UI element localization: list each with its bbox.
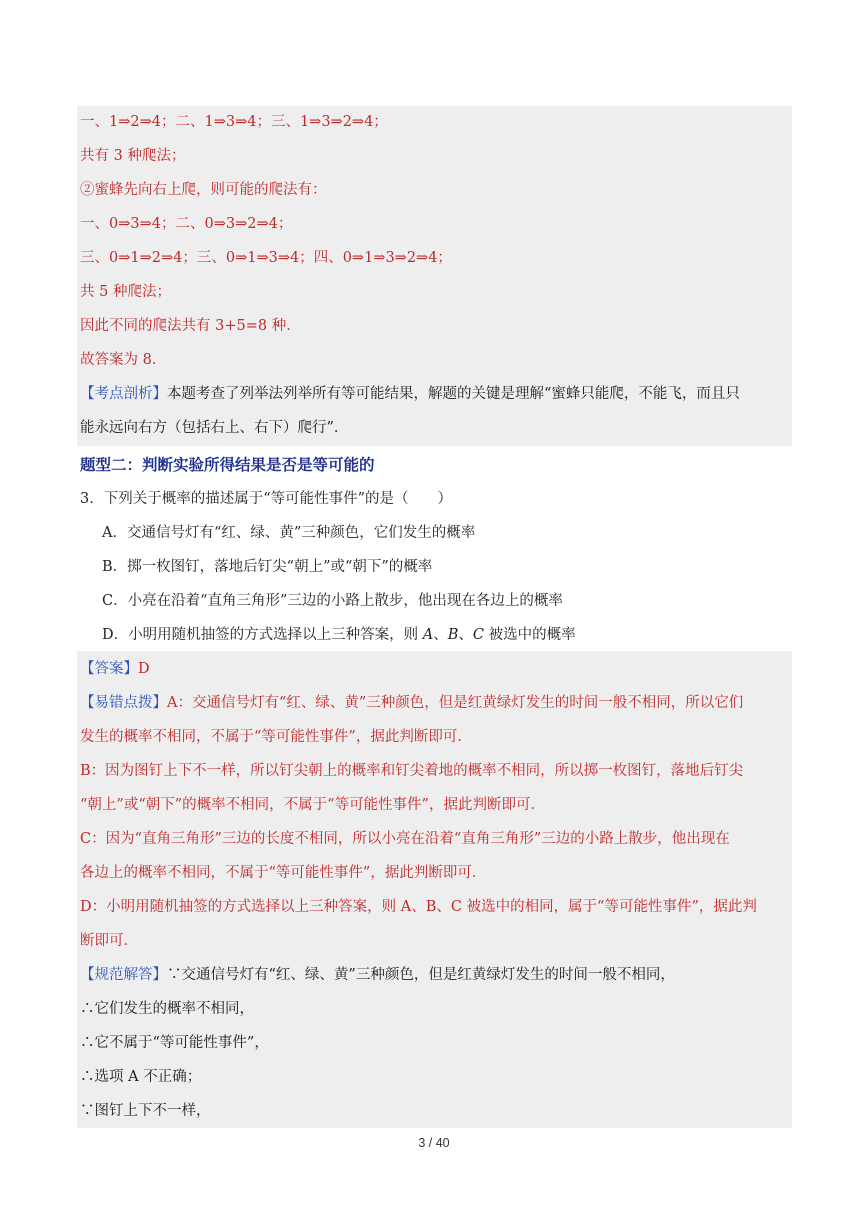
error-tips-line: D：小明用随机抽签的方式选择以上三种答案，则 A、B、C 被选中的相同，属于“等可能性事件”，据此判 (80, 899, 757, 915)
question-stem: 3．下列关于概率的描述属于“等可能性事件”的是（ ） (80, 491, 453, 507)
option-d-letter-b: B (447, 627, 459, 643)
error-tips-line: 各边上的概率不相同，不属于“等可能性事件”，据此判断即可． (80, 865, 487, 881)
error-tips-text-1: A：交通信号灯有“红、绿、黄”三种颜色，但是红黄绿灯发生的时间一般不相同，所以它们 (167, 695, 744, 711)
answer-line (80, 659, 150, 679)
solution-line: 一、0⇒3⇒4；二、0⇒3⇒2⇒4； (80, 216, 293, 232)
analysis-text-1: 本题考查了列举法列举所有等可能结果，解题的关键是理解“蜜蜂只能爬，不能飞，而且只 (167, 386, 740, 402)
error-tips-line-1 (80, 693, 743, 713)
section-title: 题型二：判断实验所得结果是否是等可能的 (80, 456, 375, 474)
option-d (102, 625, 576, 645)
option-d-text: D．小明用随机抽签的方式选择以上三种答案，则 (102, 627, 423, 643)
solution-line: 三、0⇒1⇒2⇒4；三、0⇒1⇒3⇒4；四、0⇒1⇒3⇒2⇒4； (80, 250, 452, 266)
standard-answer-text-1: ∵交通信号灯有“红、绿、黄”三种颜色，但是红黄绿灯发生的时间一般不相同， (167, 967, 675, 983)
solution-line: 一、1⇒2⇒4；二、1⇒3⇒4；三、1⇒3⇒2⇒4； (80, 114, 388, 130)
page-number: 3 / 40 (418, 1136, 450, 1150)
solution-line: 因此不同的爬法共有 3+5=8 种． (80, 318, 301, 334)
option-d-separator: 、 (433, 627, 448, 643)
solution-line: 故答案为 8． (80, 352, 167, 368)
analysis-line-2: 能永远向右方（包括右上、右下）爬行”． (80, 420, 349, 436)
standard-answer-line: ∴它不属于“等可能性事件”， (80, 1035, 269, 1051)
option-d-letter-a: A (422, 627, 434, 643)
option-b: B．掷一枚图钉，落地后钉尖“朝上”或“朝下”的概率 (102, 559, 433, 575)
analysis-line-1 (80, 384, 740, 404)
standard-answer-line-1 (80, 965, 675, 985)
error-tips-line: 断即可． (80, 933, 138, 949)
standard-answer-line: ∴它们发生的概率不相同， (80, 1001, 254, 1017)
standard-answer-line: ∵图钉上下不一样， (80, 1103, 211, 1119)
answer-label: 【答案】 (80, 661, 138, 677)
error-tips-line: “朝上”或“朝下”的概率不相同，不属于“等可能性事件”，据此判断即可． (80, 797, 545, 813)
option-d-letter-c: C (472, 627, 484, 643)
analysis-label: 【考点剖析】 (80, 386, 167, 402)
error-tips-label: 【易错点拨】 (80, 695, 167, 711)
standard-answer-label: 【规范解答】 (80, 967, 167, 983)
solution-line: ②蜜蜂先向右上爬，则可能的爬法有： (80, 182, 327, 198)
answer-shaded-block (77, 651, 792, 1128)
option-d-separator: 、 (458, 627, 473, 643)
option-c: C．小亮在沿着“直角三角形”三边的小路上散步，他出现在各边上的概率 (102, 593, 563, 609)
option-a: A．交通信号灯有“红、绿、黄”三种颜色，它们发生的概率 (102, 525, 476, 541)
error-tips-line: C：因为“直角三角形”三边的长度不相同，所以小亮在沿着“直角三角形”三边的小路上散步，他出现在 (80, 831, 730, 847)
solution-line: 共有 3 种爬法； (80, 148, 186, 164)
solution-line: 共 5 种爬法； (80, 284, 171, 300)
option-d-text-end: 被选中的概率 (483, 627, 576, 643)
standard-answer-line: ∴选项 A 不正确； (80, 1069, 202, 1085)
error-tips-line: 发生的概率不相同，不属于“等可能性事件”，据此判断即可． (80, 729, 472, 745)
answer-value: D (138, 661, 150, 677)
error-tips-line: B：因为图钉上下不一样，所以钉尖朝上的概率和钉尖着地的概率不相同，所以掷一枚图钉，落地后钉尖 (80, 763, 744, 779)
